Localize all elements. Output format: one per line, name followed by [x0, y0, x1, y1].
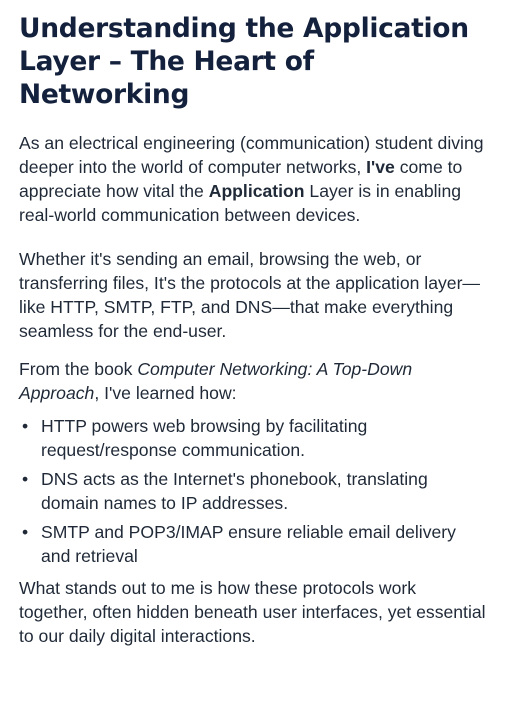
bullet-marker: • — [22, 522, 29, 542]
intro-bold-ive: I've — [366, 157, 395, 177]
list-item-text: HTTP powers web browsing by facilitating request/response communication. — [41, 416, 368, 460]
book-prefix: From the book — [19, 359, 138, 379]
protocol-list — [19, 414, 489, 568]
intro-text-3: Layer is in enabling real-world communication between devices. — [19, 181, 462, 225]
intro-text-2: come to appreciate how vital the — [19, 157, 463, 201]
list-item — [19, 520, 489, 568]
book-paragraph — [19, 357, 489, 405]
book-title: Computer Networking: A Top-Down Approach — [19, 359, 413, 403]
intro-text-1: As an electrical engineering (communication) student diving deeper into the world of computer networks, — [19, 133, 484, 177]
protocols-paragraph: Whether it's sending an email, browsing the web, or transferring files, It's the protocols at the application layer—like HTTP, SMTP, FTP, and DNS—that make everything seamless for the end-user. — [19, 249, 481, 341]
list-item-text: SMTP and POP3/IMAP ensure reliable email delivery and retrieval — [41, 522, 456, 566]
intro-bold-application: Application — [208, 181, 305, 201]
bullet-marker: • — [22, 416, 29, 436]
article — [19, 12, 489, 648]
list-item — [19, 414, 489, 462]
list-item-text: DNS acts as the Internet's phonebook, translating domain names to IP addresses. — [41, 469, 428, 513]
intro-paragraph — [19, 131, 489, 227]
article-title: Understanding the Application Layer – The Heart of Networking — [19, 13, 469, 110]
book-suffix: , I've learned how: — [94, 383, 237, 403]
list-item — [19, 467, 489, 515]
bullet-marker: • — [22, 469, 29, 489]
closing-paragraph: What stands out to me is how these protocols work together, often hidden beneath user interfaces, yet essential to our daily digital interactions. — [19, 578, 486, 646]
